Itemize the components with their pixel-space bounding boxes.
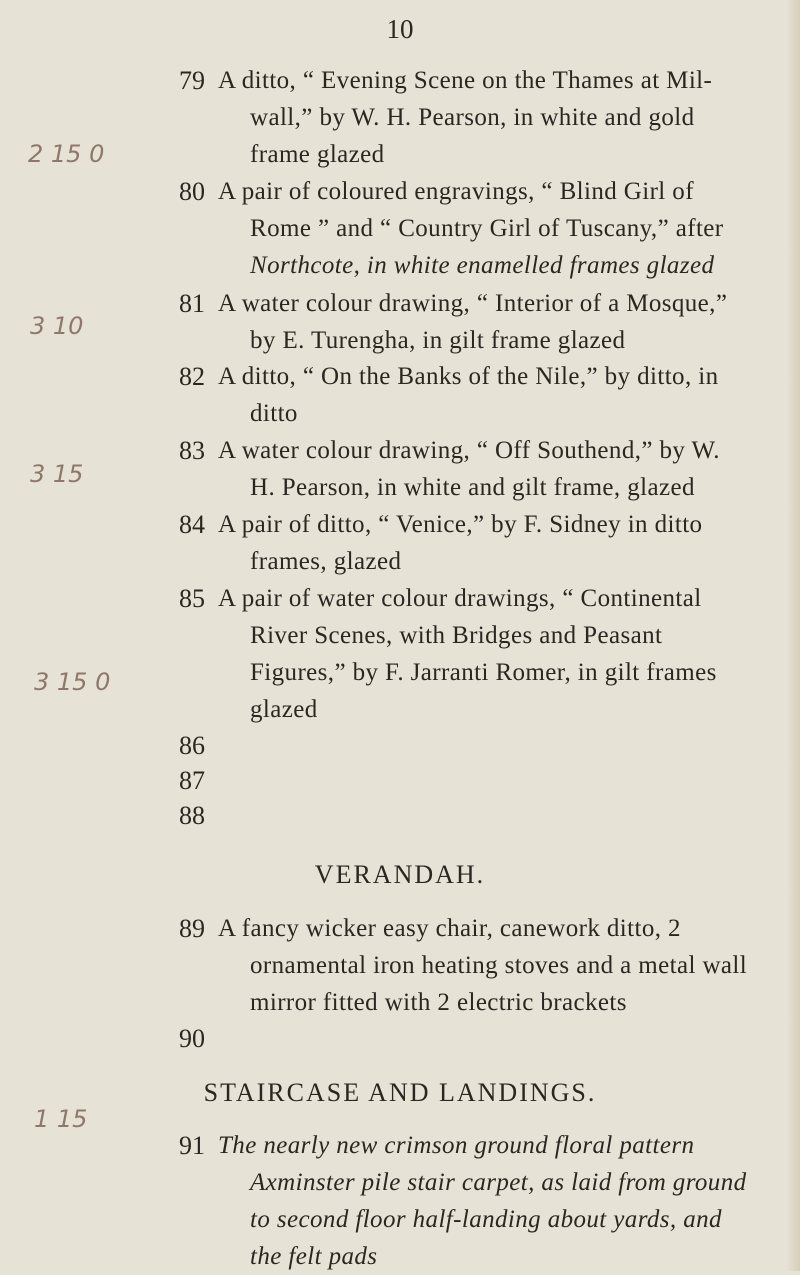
lot-number: 82 <box>179 362 205 391</box>
lot-number: 87 <box>179 766 205 795</box>
margin-note: 3 15 <box>30 460 84 488</box>
lot-number: 84 <box>179 510 205 539</box>
lot-description: A water colour drawing, “ Interior of a Mosque,” by E. Turengha, in gilt frame glazed <box>218 290 728 354</box>
margin-note: 3 10 <box>30 312 84 340</box>
lot-number: 90 <box>179 1024 205 1053</box>
margin-note: 1 15 <box>34 1105 88 1133</box>
lot-description: A pair of ditto, “ Venice,” by F. Sidney in ditto frames, glazed <box>218 511 703 575</box>
lot-number: 86 <box>179 731 205 760</box>
lot-number: 80 <box>179 177 205 206</box>
lot-number: 89 <box>179 914 205 943</box>
lot-number: 91 <box>179 1131 205 1160</box>
lot-number: 83 <box>179 436 205 465</box>
section-heading-verandah: VERANDAH. <box>314 860 486 889</box>
lot-number: 81 <box>179 289 205 318</box>
lot-description: The nearly new crimson ground floral pattern Axminster pile stair carpet, as laid from ground to second floor half-landing about yards, and the felt pads <box>218 1132 747 1270</box>
lot-number: 88 <box>179 801 205 830</box>
lot-description: A pair of coloured engravings, “ Blind Girl of Rome ” and “ Country Girl of Tuscany,” after Northcote, in white enamelled frames glazed <box>218 178 724 279</box>
lot-description: A water colour drawing, “ Off Southend,” by W. H. Pearson, in white and gilt frame, glazed <box>218 437 720 501</box>
lot-description: A ditto, “ Evening Scene on the Thames at Mil- wall,” by W. H. Pearson, in white and gold frame glazed <box>218 67 713 168</box>
lot-number: 85 <box>179 584 205 613</box>
lot-description: A fancy wicker easy chair, canework ditto, 2 ornamental iron heating stoves and a metal wall mirror fitted with 2 electric brackets <box>218 915 748 1016</box>
margin-note: 2 15 0 <box>28 140 105 168</box>
lot-description: A ditto, “ On the Banks of the Nile,” by ditto, in ditto <box>218 363 719 427</box>
page-number: 10 <box>386 14 414 44</box>
section-heading-staircase: STAIRCASE AND LANDINGS. <box>203 1078 597 1107</box>
lot-number: 79 <box>179 66 205 95</box>
lot-description: A pair of water colour drawings, “ Continental River Scenes, with Bridges and Peasant Figures,” by F. Jarranti Romer, in gilt frames glazed <box>218 585 717 723</box>
margin-note: 3 15 0 <box>34 668 111 696</box>
